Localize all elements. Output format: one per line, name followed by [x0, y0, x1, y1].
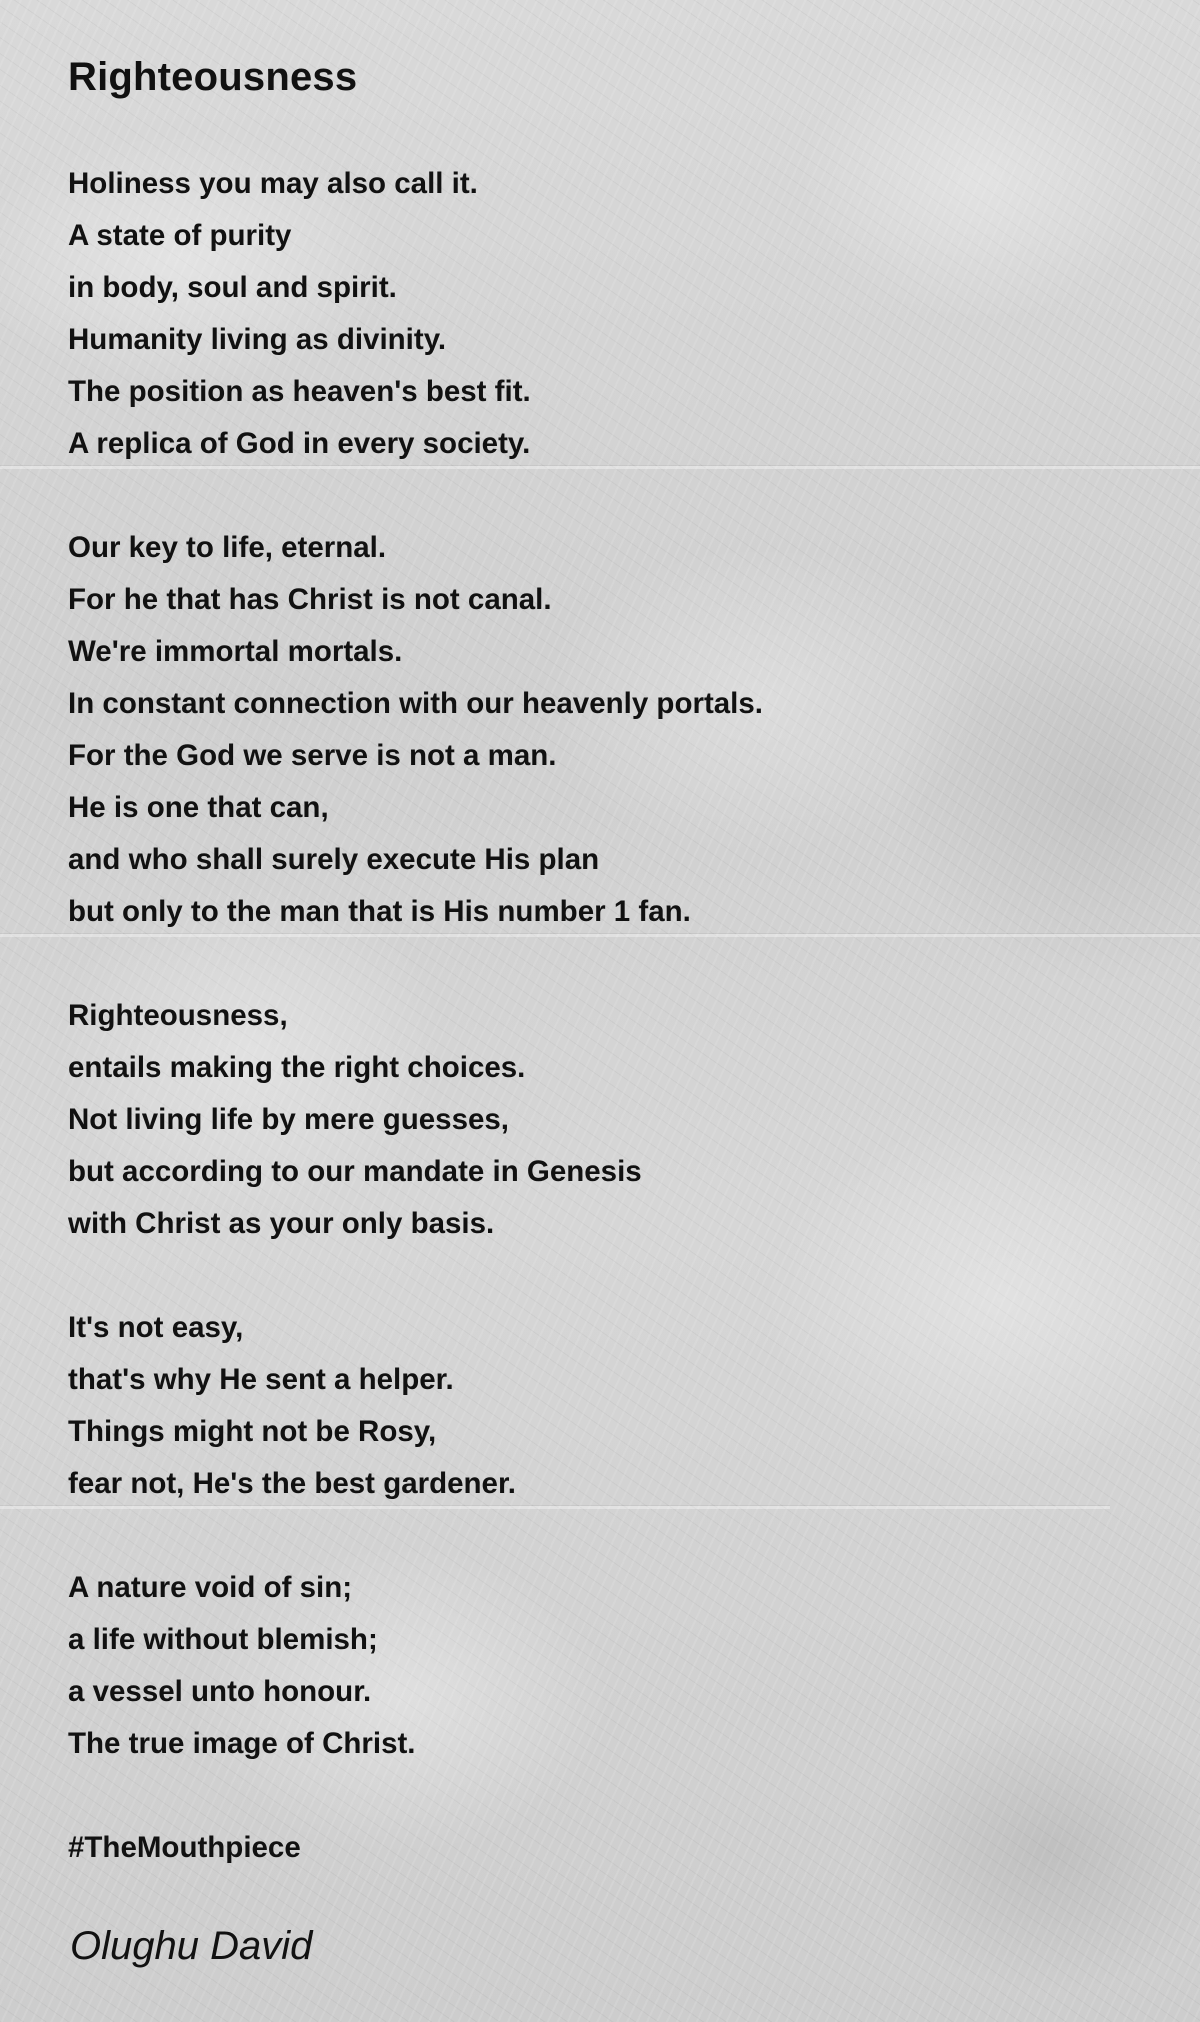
poem-line: a life without blemish;: [68, 1623, 378, 1656]
poem-line: Holiness you may also call it.: [68, 167, 478, 200]
poem-line: A nature void of sin;: [68, 1571, 353, 1604]
poem-line: a vessel unto honour.: [68, 1675, 372, 1708]
poem-line: For the God we serve is not a man.: [68, 739, 557, 772]
stanza: [68, 1302, 1148, 1510]
stanza-gap: [68, 1250, 1148, 1302]
poem-line: fear not, He's the best gardener.: [68, 1467, 517, 1500]
poem-line: It's not easy,: [68, 1311, 244, 1344]
stanza: [68, 158, 1148, 470]
poem-line: We're immortal mortals.: [68, 635, 403, 668]
poem-line: Our key to life, eternal.: [68, 531, 387, 564]
stanza-gap: [68, 938, 1148, 990]
poem-line: Righteousness,: [68, 999, 288, 1032]
stanza-gap: [68, 1770, 1148, 1822]
poem-line: but only to the man that is His number 1 fan.: [68, 895, 691, 928]
poem-line: entails making the right choices.: [68, 1051, 526, 1084]
poem-line: in body, soul and spirit.: [68, 271, 397, 304]
poem-line: In constant connection with our heavenly portals.: [68, 687, 763, 720]
stanza-gap: [68, 1510, 1148, 1562]
stanza: [68, 1562, 1148, 1770]
stanza: [68, 522, 1148, 938]
poem-line: Not living life by mere guesses,: [68, 1103, 510, 1136]
poem-line: Things might not be Rosy,: [68, 1415, 437, 1448]
poem-line: Humanity living as divinity.: [68, 323, 447, 356]
poem-line: He is one that can,: [68, 791, 329, 824]
poem-line: and who shall surely execute His plan: [68, 843, 600, 876]
poem-line: but according to our mandate in Genesis: [68, 1155, 642, 1188]
poem-title: Righteousness: [68, 55, 358, 99]
stanza: [68, 990, 1148, 1250]
poem-line: with Christ as your only basis.: [68, 1207, 495, 1240]
poem-body: [68, 158, 1148, 1874]
stanza: [68, 1822, 1148, 1874]
stanza-gap: [68, 470, 1148, 522]
poem-line: The position as heaven's best fit.: [68, 375, 531, 408]
poem-line: The true image of Christ.: [68, 1727, 416, 1760]
poem: [68, 48, 1148, 1874]
hashtag: #TheMouthpiece: [68, 1831, 301, 1864]
poem-line: A replica of God in every society.: [68, 427, 531, 460]
poem-line: A state of purity: [68, 219, 292, 252]
poem-line: For he that has Christ is not canal.: [68, 583, 552, 616]
poem-author: Olughu David: [70, 1924, 313, 1968]
poem-line: that's why He sent a helper.: [68, 1363, 454, 1396]
